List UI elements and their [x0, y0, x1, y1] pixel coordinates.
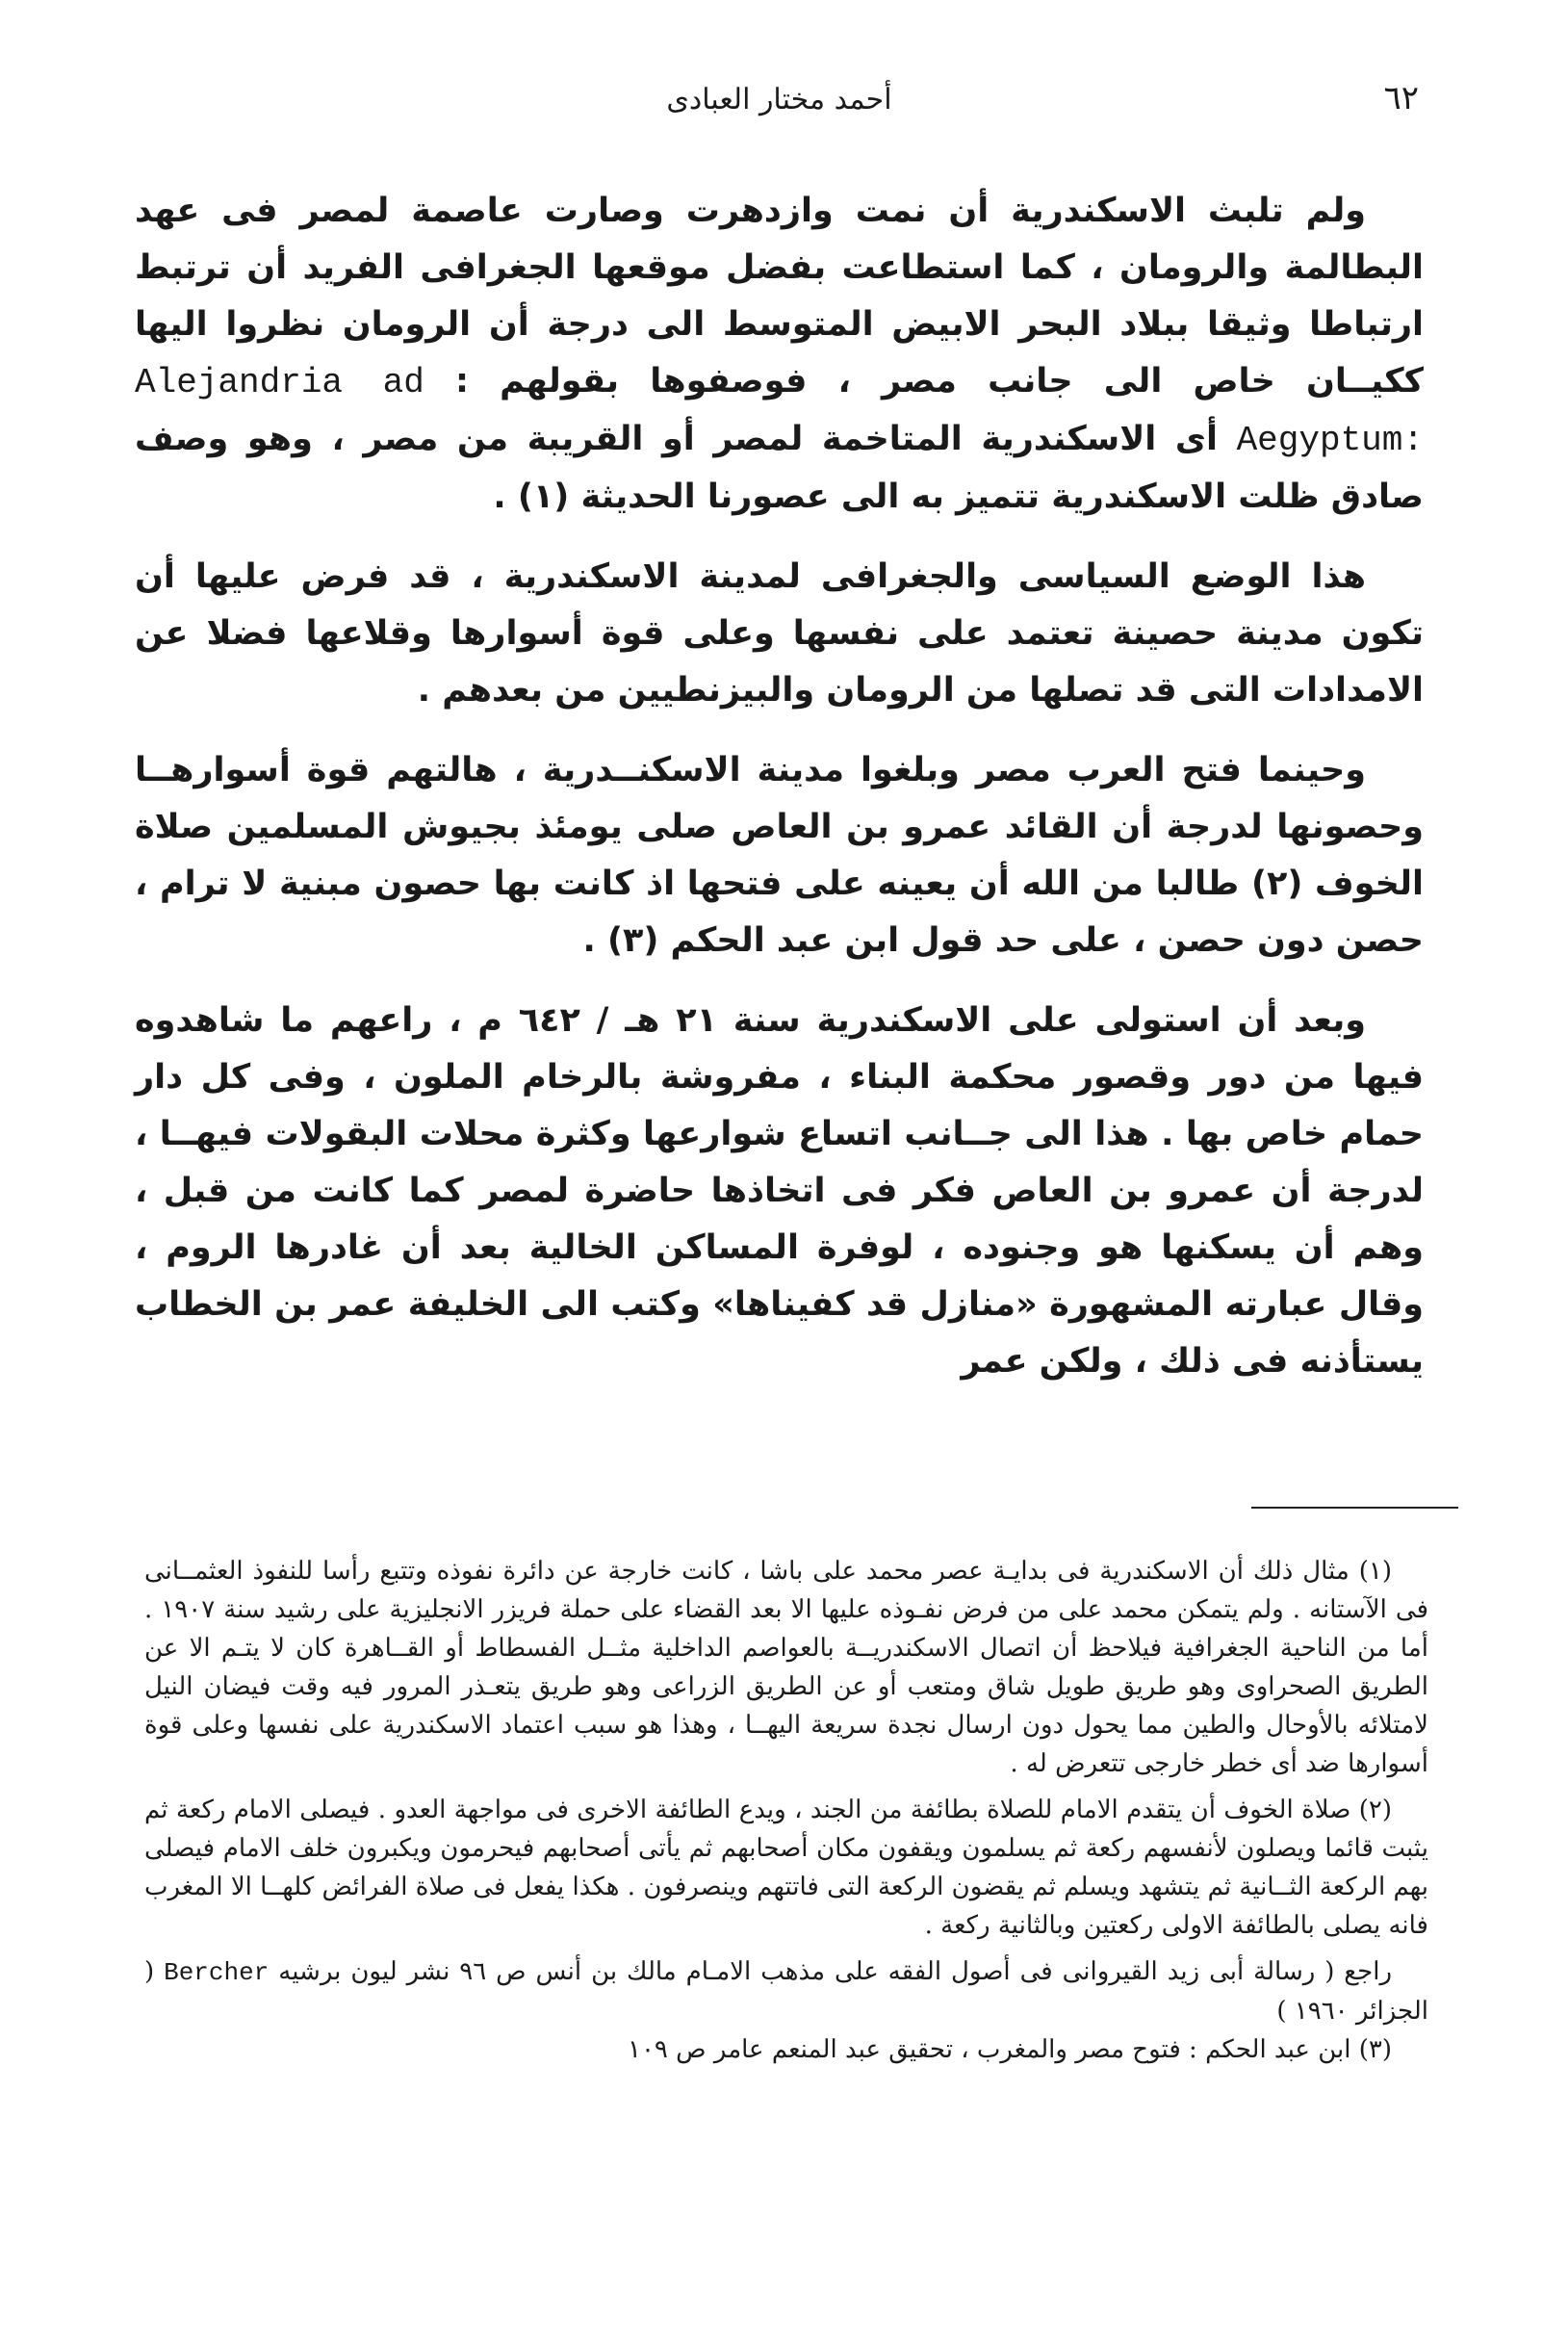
- footnote-separator: [1251, 1507, 1458, 1509]
- footnotes: [144, 1552, 1428, 2077]
- footnote-1: (١) مثال ذلك أن الاسكندرية فى بدايـة عصر محمد على باشا ، كانت خارجة عن دائرة نفوذه وتتبع رأسا للنفوذ العثمــانى فى الآستانه . ولم يتمكن محمد على من فرض نفـوذه عليها الا بعد القضاء على حملة فريزر الانجليزية على رشيد سنة ١٩٠٧ . أما من الناحية الجغرافية فيلاحظ أن اتصال الاسكندريــة بالعواصم الداخلية مثــل الفسطاط أو القــاهرة كان لا يتـم الا عن الطريق الصحراوى وهو طريق طويل شاق ومتعب أو عن الطريق الزراعى وهو طريق يتعـذر المرور فيه وقت فيضان النيل لامتلائه بالأوحال والطين مما يحول دون ارسال نجدة سريعة اليهــا ، وهذا هو سبب اعتماد الاسكندرية على نفسها وعلى قوة أسوارها ضد أى خطر خارجى تتعرض له .: [144, 1557, 1428, 1778]
- paragraph-1-text-a: ولم تلبث الاسكندرية أن نمت وازدهرت وصارت عاصمة لمصر فى عهد البطالمة والرومان ، كما استطاعت بفضل موقعها الجغرافى الفريد أن ترتبط ارتباطا وثيقا ببلاد البحر الابيض المتوسط الى درجة أن الرومان نظروا اليها ككيــان خاص الى جانب مصر ، فوصفوها بقولهم :: [135, 192, 1424, 400]
- footnote-2-reference: [144, 1952, 1428, 2030]
- paragraph-4: وبعد أن استولى على الاسكندرية سنة ٢١ هـ / ٦٤٢ م ، راعهم ما شاهدوه فيها من دور وقصور محكمة البناء ، مفروشة بالرخام الملون ، وفى كل دار حمام خاص بها . هذا الى جــانب اتساع شوارعها وكثرة محلات البقولات فيهــا ، لدرجة أن عمرو بن العاص فكر فى اتخاذها حاضرة لمصر كما كانت من قبل ، وهم أن يسكنها هو وجنوده ، لوفرة المساكن الخالية بعد أن غادرها الروم ، وقال عبارته المشهورة «منازل قد كفيناها» وكتب الى الخليفة عمر بن الخطاب يستأذنه فى ذلك ، ولكن عمر: [135, 1001, 1424, 1381]
- paragraph-1: [135, 183, 1424, 526]
- footnote-2: (٢) صلاة الخوف أن يتقدم الامام للصلاة بطائفة من الجند ، ويدع الطائفة الاخرى فى مواجهة العدو . فيصلى الامام ركعة ثم يثبت قائما ويصلون لأنفسهم ركعة ثم يسلمون ويقفون مكان أصحابهم ثم يأتى أصحابهم فيحرمون ويكبرون خلف الامام فيصلى بهم الركعة الثــانية ثم يتشهد ويسلم ثم يقضون الركعة التى فاتتهم وينصرفون . هكذا يفعل فى صلاة الفرائض كلهــا الا المغرب فانه يصلى بالطائفة الاولى ركعتين وبالثانية ركعة .: [144, 1795, 1428, 1940]
- page-number: ٦٢: [1383, 79, 1419, 117]
- paragraph-1-text-b: أى الاسكندرية المتاخمة لمصر أو القريبة من مصر ، وهو وصف صادق ظلت الاسكندرية تتميز به الى عصورنا الحديثة (١) .: [135, 420, 1424, 516]
- running-head-author: أحمد مختار العبادى: [666, 83, 892, 116]
- reference-text-b: ( الجزائر ١٩٦٠ ): [144, 1957, 1428, 2026]
- body-text: [135, 183, 1424, 1413]
- paragraph-2: هذا الوضع السياسى والجغرافى لمدينة الاسكندرية ، قد فرض عليها أن تكون مدينة حصينة تعتمد على نفسها وعلى قوة أسوارها وقلاعها فضلا عن الامدادات التى قد تصلها من الرومان والبيزنطيين من بعدهم .: [135, 557, 1424, 710]
- reference-text-a: راجع ( رسالة أبى زيد القيروانى فى أصول الفقه على مذهب الامـام مالك بن أنس ص ٩٦ نشر ليون برشيه: [278, 1957, 1392, 1986]
- page-header: [140, 75, 1419, 133]
- latin-phrase: Alejandria ad Aegyptum:: [135, 363, 1424, 460]
- reference-latin-name: Bercher: [164, 1958, 270, 1987]
- footnote-3: (٣) ابن عبد الحكم : فتوح مصر والمغرب ، تحقيق عبد المنعم عامر ص ١٠٩: [627, 2035, 1392, 2064]
- paragraph-3: وحينما فتح العرب مصر وبلغوا مدينة الاسكنــدرية ، هالتهم قوة أسوارهــا وحصونها لدرجة أن القائد عمرو بن العاص صلى يومئذ بجيوش المسلمين صلاة الخوف (٢) طالبا من الله أن يعينه على فتحها اذ كانت بها حصون مبنية لا ترام ، حصن دون حصن ، على حد قول ابن عبد الحكم (٣) .: [135, 751, 1424, 960]
